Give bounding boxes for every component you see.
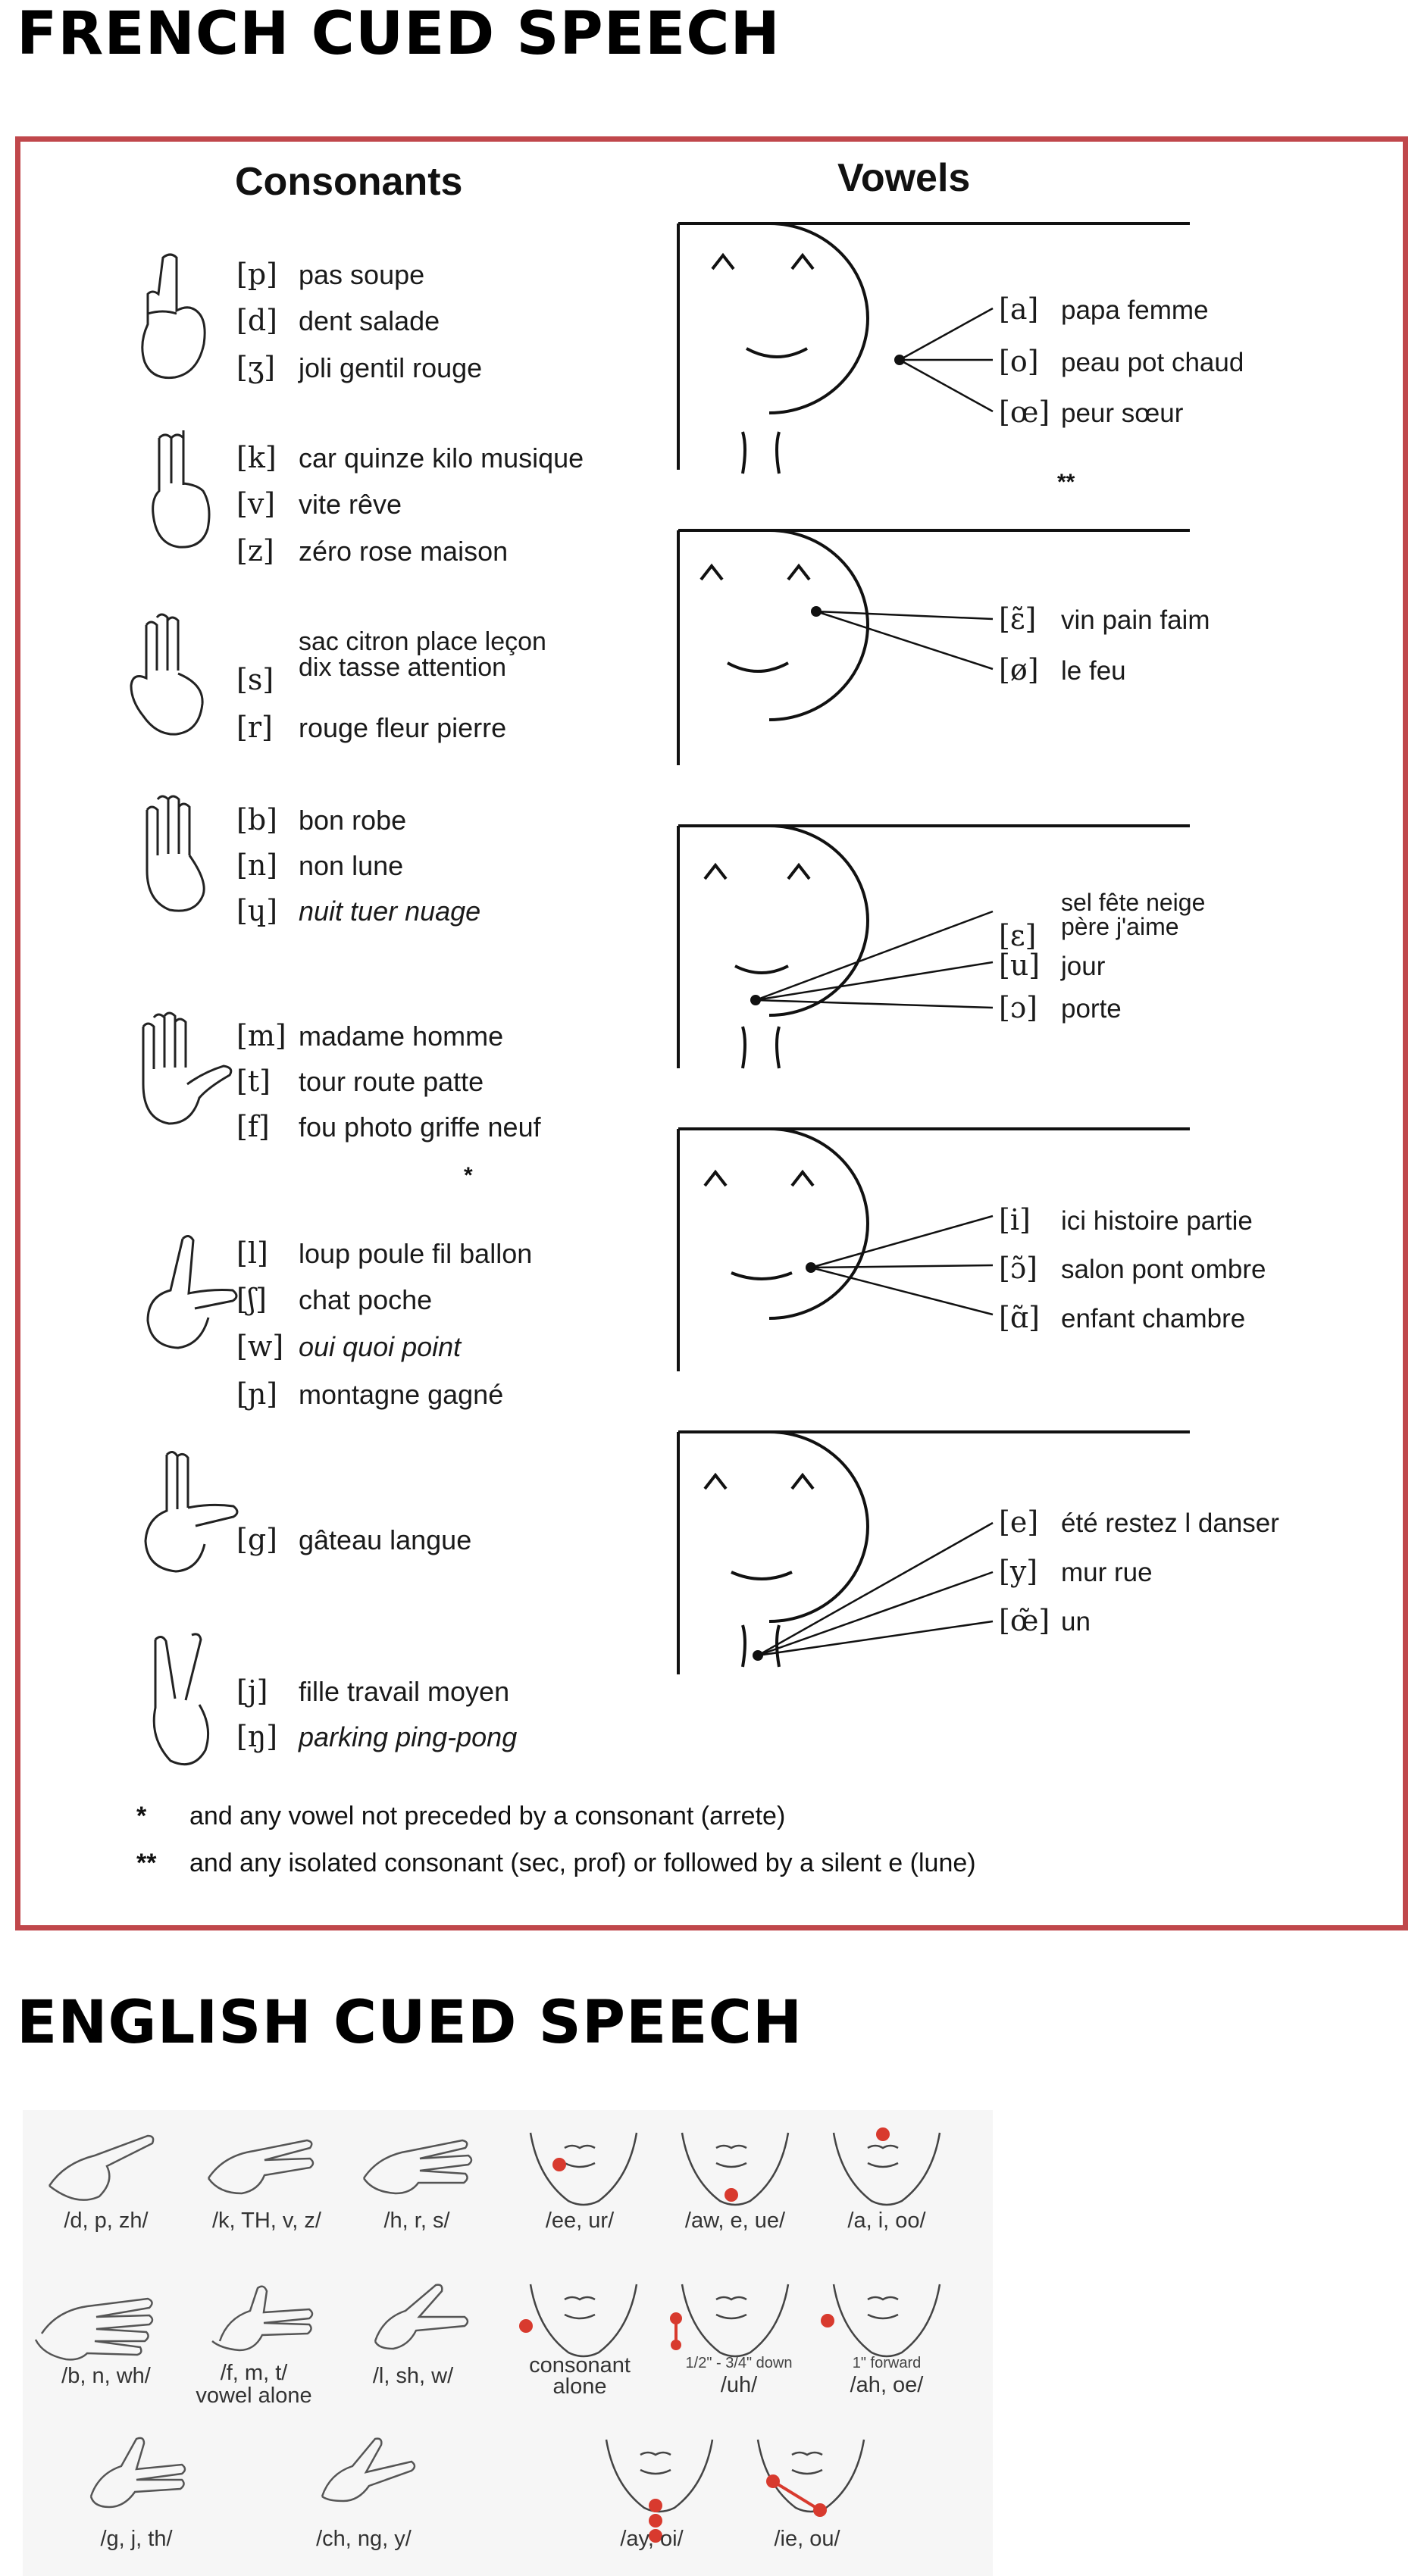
hand-shape-5-icon — [205, 2281, 326, 2352]
face-position-label: consonant alone — [529, 2353, 631, 2399]
consonant-row: [ʒ] joli gentil rouge — [236, 351, 483, 384]
consonant-row: [b] bon robe — [236, 803, 407, 836]
hand-shape-label: /l, sh, w/ — [372, 2364, 454, 2388]
face-position-label: /ay, oi/ — [620, 2527, 684, 2551]
vowel-faces-diagram — [667, 216, 1197, 1731]
hand-shape-label: /f, m, t/ vowel alone — [196, 2361, 312, 2408]
hand-shape-label: /g, j, th/ — [100, 2527, 173, 2551]
english-faces-diagram — [523, 2125, 993, 2549]
vowel-row: [œ̃] un — [999, 1604, 1091, 1637]
vowel-row: [o] peau pot chaud — [999, 345, 1244, 378]
vowel-row: [u] jour — [999, 949, 1106, 982]
vowel-row: [ø] le feu — [999, 653, 1126, 686]
consonant-row: [n] non lune — [236, 849, 404, 882]
hand-shape-label: /k, TH, v, z/ — [212, 2209, 321, 2233]
vowel-row: [ɛ̃] vin pain faim — [999, 602, 1210, 636]
face-position-label: /uh/ — [720, 2373, 758, 2397]
handshape-6-icon — [133, 1231, 246, 1360]
footnote: * and any vowel not preceded by a consonant (arrete) — [136, 1802, 786, 1830]
vowel-row: [i] ici histoire partie — [999, 1203, 1253, 1236]
consonant-row: [s]sac citron place leçon dix tasse attention — [236, 627, 546, 696]
hand-shape-7-icon — [76, 2428, 197, 2512]
consonants-heading: Consonants — [235, 160, 463, 204]
footnote: ** and any isolated consonant (sec, prof) or followed by a silent e (lune) — [136, 1849, 976, 1877]
hand-shape-label: /h, r, s/ — [383, 2209, 450, 2233]
consonant-row: [m] madame homme — [236, 1019, 504, 1052]
handshape-4-icon — [129, 792, 220, 928]
vowel-row: [a] papa femme — [999, 292, 1209, 326]
vowels-heading: Vowels — [837, 156, 971, 200]
consonant-row: [l] loup poule fil ballon — [236, 1236, 533, 1270]
handshape-3-icon — [125, 610, 216, 746]
consonant-row: [ɥ] nuit tuer nuage — [236, 894, 481, 927]
hand-shape-4-icon — [34, 2281, 163, 2352]
face-position-label: /a, i, oo/ — [847, 2209, 926, 2233]
face-position-label: /ee, ur/ — [545, 2209, 615, 2233]
vowel-row: [ɔ̃] salon pont ombre — [999, 1252, 1266, 1285]
consonant-row: [j] fille travail moyen — [236, 1674, 510, 1708]
hand-shape-label: /b, n, wh/ — [61, 2364, 151, 2388]
star-marker: * — [464, 1163, 473, 1188]
handshape-2-icon — [136, 430, 220, 559]
consonant-row: [w] oui quoi point — [236, 1330, 462, 1363]
consonant-row: [d] dent salade — [236, 304, 440, 337]
consonant-row: [t] tour route patte — [236, 1064, 484, 1098]
hand-shape-label: /ch, ng, y/ — [316, 2527, 412, 2551]
hand-shape-label: /d, p, zh/ — [64, 2209, 149, 2233]
face-position-label: /aw, e, ue/ — [684, 2209, 786, 2233]
consonant-row: [ŋ] parking ping-pong — [236, 1720, 518, 1753]
vowel-row: [ɔ] porte — [999, 991, 1122, 1024]
position-note: 1" forward — [852, 2355, 922, 2371]
consonant-row: [ɲ] montagne gagné — [236, 1377, 504, 1411]
vowel-row: [y] mur rue — [999, 1555, 1153, 1588]
consonant-row: [v] vite rêve — [236, 487, 402, 521]
hand-shape-8-icon — [307, 2428, 428, 2512]
consonant-row: [p] pas soupe — [236, 258, 425, 291]
consonant-row: [z] zéro rose maison — [236, 534, 509, 567]
french-title: FRENCH CUED SPEECH — [17, 0, 781, 68]
hand-shape-2-icon — [201, 2125, 322, 2197]
handshape-8-icon — [133, 1629, 224, 1773]
hand-shape-3-icon — [356, 2125, 477, 2197]
consonant-row: [k] car quinze kilo musique — [236, 441, 584, 474]
vowel-row: [œ] peur sœur — [999, 395, 1184, 429]
vowel-row: [e] été restez l danser — [999, 1505, 1279, 1539]
hand-shape-6-icon — [360, 2281, 481, 2352]
consonant-row: [ʃ] chat poche — [236, 1283, 433, 1316]
english-title: ENGLISH CUED SPEECH — [17, 1989, 803, 2057]
consonant-row: [r] rouge fleur pierre — [236, 711, 507, 744]
double-star-marker: ** — [1057, 470, 1075, 495]
vowel-row: [ɛ]sel fête neige père j'aime — [999, 889, 1206, 952]
face-position-label: /ah, oe/ — [850, 2373, 924, 2397]
position-note: 1/2" - 3/4" down — [685, 2355, 793, 2371]
handshape-1-icon — [133, 250, 216, 379]
consonant-row: [f] fou photo griffe neuf — [236, 1110, 541, 1143]
face-position-label: /ie, ou/ — [774, 2527, 840, 2551]
handshape-5-icon — [125, 1004, 239, 1140]
hand-shape-1-icon — [42, 2125, 163, 2197]
consonant-row: [g] gâteau langue — [236, 1523, 472, 1556]
vowel-row: [ɑ̃] enfant chambre — [999, 1301, 1246, 1334]
handshape-7-icon — [129, 1447, 250, 1583]
